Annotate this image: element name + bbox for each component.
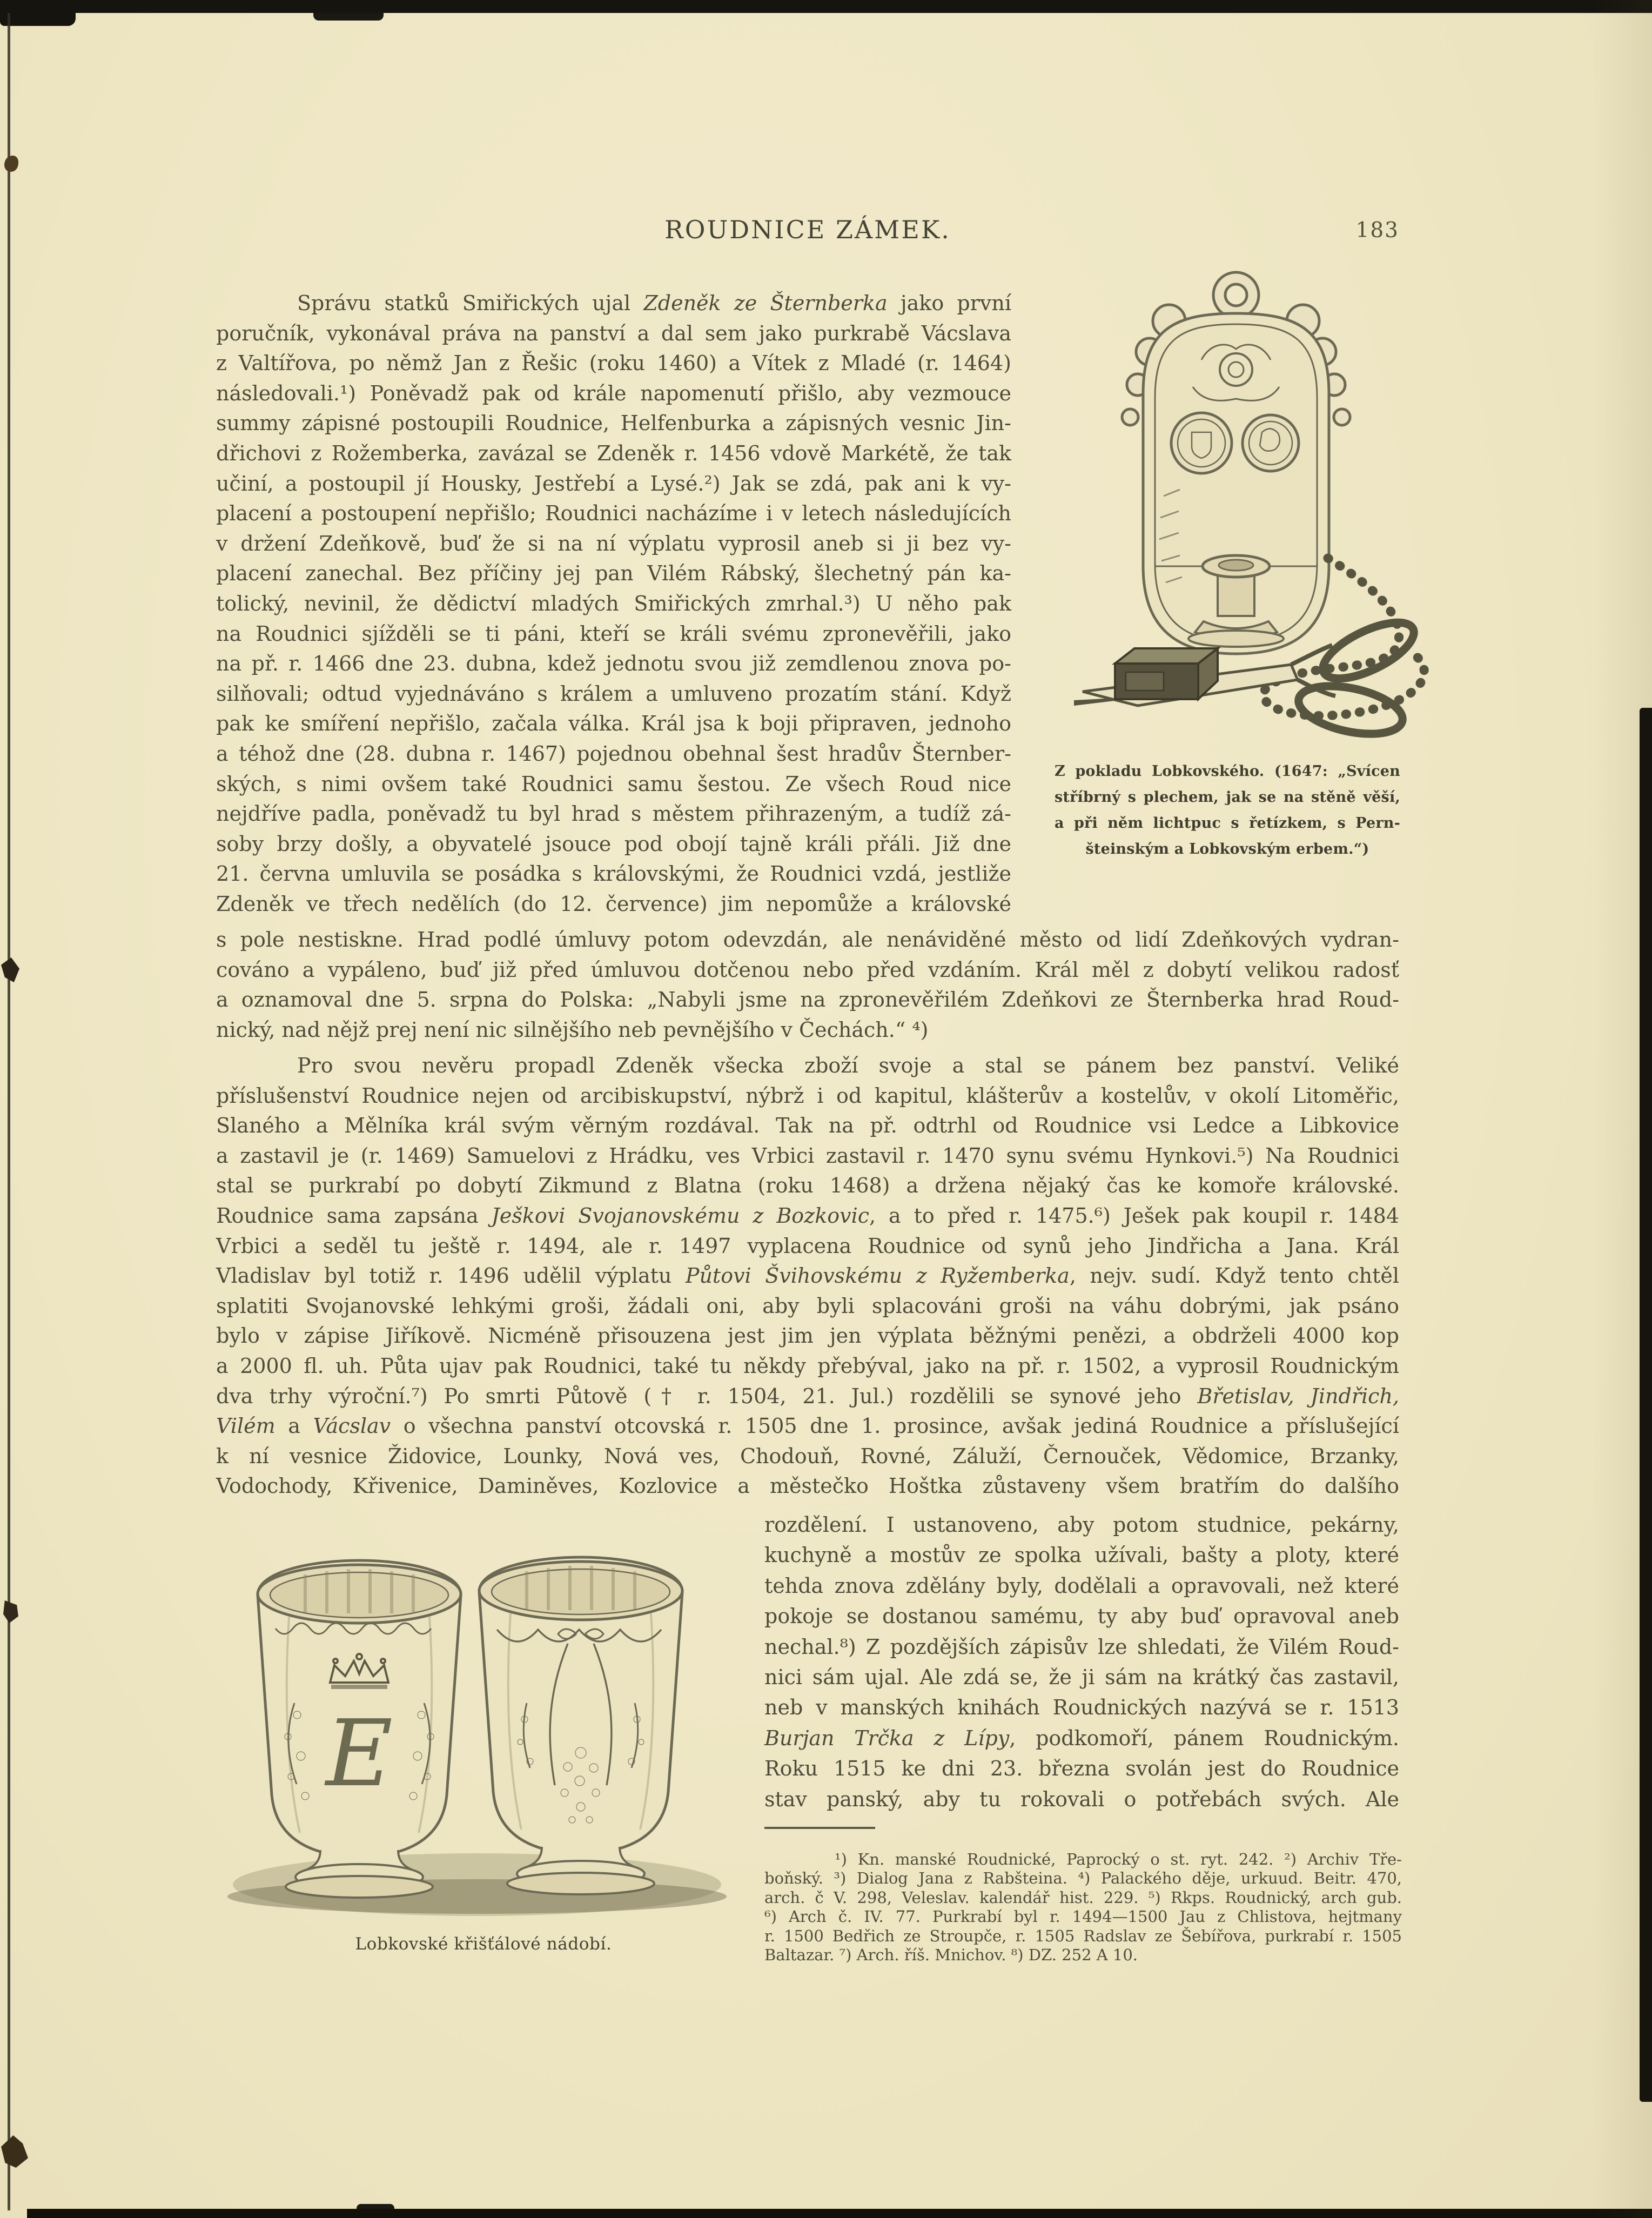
text-line: a zastavil je (r. 1469) Samuelovi z Hrádku, ves Vrbici zastavil r. 1470 synu svému Hynkovi.⁵) Na Roudnici — [216, 1143, 1399, 1168]
text-line: summy zápisné postoupili Roudnice, Helfenburka a zápisných vesnic Jin- — [216, 411, 1011, 435]
text-line: Roku 1515 ke dni 23. března svolán jest do Roudnice — [764, 1757, 1399, 1781]
cups-illustration — [224, 1541, 729, 1926]
scan-edge-top-blob — [0, 13, 76, 26]
caption-cups: Lobkovské křišťálové nádobí. — [355, 1934, 612, 1954]
text-line: splatiti Svojanovské lehkými groši, žádali oni, aby byli splacováni groši na váhu dobrými, jak psáno — [216, 1294, 1399, 1318]
page-title: ROUDNICE ZÁMEK. — [664, 215, 951, 244]
text-line: Slaného a Mělníka král svým věrným rozdával. Tak na př. odtrhl od Roudnice vsi Ledce a Libkovice — [216, 1114, 1399, 1138]
text-line: stav panský, aby tu rokovali o potřebách svých. Ale — [764, 1787, 1399, 1811]
text-line: kuchyně a mostův ze spolka užívali, bašty a ploty, které — [764, 1543, 1399, 1567]
footnote-line: r. 1500 Bedřich ze Stroupče, r. 1505 Radslav ze Šebířova, purkrabí r. 1505 — [764, 1926, 1402, 1945]
text-line: a 2000 fl. uh. Půta ujav pak Roudnici, také tu někdy přebýval, jako na př. r. 1502, a vyprosil Roudnickým — [216, 1353, 1399, 1378]
text-line: cováno a vypáleno, buď již před úmluvou dotčenou nebo před vzdáním. Král měl z dobytí velikou radosť — [216, 957, 1399, 982]
footnotes — [764, 1850, 1402, 1965]
text-line: Zdeněk ve třech nedělích (do 12. července) jim nepomůže a královské — [216, 892, 1011, 916]
text-line: nechal.⁸) Z pozdějších zápisův lze shledati, že Vilém Roud- — [764, 1634, 1399, 1659]
sconce-illustration — [1074, 264, 1448, 746]
text-line: bylo v zápise Jiříkově. Nicméně přisouzena jest jim jen výplata běžnými penězi, a obdrželi 4000 kop — [216, 1324, 1399, 1348]
footnote-line: ⁶) Arch č. IV. 77. Purkrabí byl r. 1494—1500 Jau z Chlistova, hejtmany — [764, 1907, 1402, 1926]
ink-smudge — [1, 2135, 28, 2168]
text-line: placení a postoupení nepřišlo; Roudnici nacházíme i v letech následujících — [216, 501, 1011, 526]
sconce-engraving — [1074, 264, 1448, 746]
text-line: tehda znova zdělány byly, dodělali a opravovali, než které — [764, 1573, 1399, 1598]
footnote-rule — [764, 1827, 875, 1829]
text-line: Vodochody, Křivenice, Daminěves, Kozlovice a městečko Hoštka zůstaveny všem bratřím do dalšího — [216, 1474, 1399, 1498]
text-line: rozdělení. I ustanoveno, aby potom studnice, pekárny, — [764, 1513, 1399, 1537]
footnote-line: ¹) Kn. manské Roudnické, Paprocký o st. ryt. 242. ²) Archiv Tře- — [835, 1850, 1402, 1868]
text-line: placení zanechal. Bez příčiny jej pan Vilém Rábský, šlechetný pán ka- — [216, 561, 1011, 586]
footnote-line: arch. č V. 298, Veleslav. kalendář hist. 229. ⁵) Rkps. Roudnický, arch gub. — [764, 1888, 1402, 1907]
text-line: na Roudnici sjížděli se ti páni, kteří se králi svému zpronevěřili, jako — [216, 621, 1011, 646]
monogram-e: E — [325, 1700, 393, 1807]
text-line: s pole nestiskne. Hrad podlé úmluvy potom odevzdán, ale nenáviděné město od lidí Zdeňkových vydran- — [216, 928, 1399, 951]
text-line: z Valtířova, po němž Jan z Řešic (roku 1460) a Vítek z Mladé (r. 1464) — [216, 351, 1011, 376]
text-line: učiní, a postoupil jí Housky, Jestřebí a Lysé.²) Jak se zdá, pak ani k vy- — [216, 471, 1011, 495]
cups-engraving — [224, 1541, 729, 1926]
text-line: Správu statků Smiřických ujal Zdeněk ze Šternberka jako první — [297, 291, 1011, 315]
text-line: poručník, vykonával práva na panství a dal sem jako purkrabě Vácslava — [216, 321, 1011, 345]
footnote-line: boňský. ³) Dialog Jana z Rabšteina. ⁴) Palackého děje, urkuud. Beitr. 470, — [764, 1869, 1402, 1888]
caption-sconce — [1055, 759, 1400, 862]
footnote-line: Baltazar. ⁷) Arch. říš. Mnichov. ⁸) DZ. 252 A 10. — [764, 1946, 1138, 1965]
text-line: silňovali; odtud vyjednáváno s králem a umluveno prozatím stání. Když — [216, 681, 1011, 706]
text-line: pak ke smíření nepřišlo, začala válka. Král jsa k boji připraven, jednoho — [216, 712, 1011, 736]
text-line: k ní vesnice Židovice, Lounky, Nová ves, Chodouň, Rovné, Záluží, Černouček, Vědomice, Brzanky, — [216, 1444, 1399, 1468]
text-line: stal se purkrabí po dobytí Zikmund z Blatna (roku 1468) a držena nějaký čas ke komoře královské. — [216, 1174, 1399, 1198]
text-line: nický, nad nějž prej není nic silnějšího neb pevnějšího v Čechách.“ ⁴) — [216, 1017, 929, 1042]
text-line: v držení Zdeňkově, buď že si na ní výplatu vyprosil aneb si ji bez vy- — [216, 531, 1011, 555]
text-line: Burjan Trčka z Lípy, podkomoří, pánem Roudnickým. — [764, 1726, 1400, 1750]
text-line: 21. června umluvila se posádka s královskými, že Roudnici vzdá, jestliže — [216, 862, 1011, 886]
ink-smudge — [3, 1600, 18, 1623]
caption-line: a při něm lichtpuc s řetízkem, s Pern- — [1055, 815, 1400, 832]
ink-smudge — [1, 957, 19, 982]
ink-smudge — [4, 156, 18, 172]
text-line: dva trhy výroční.⁷) Po smrti Půtově († r. 1504, 21. Jul.) rozdělili se synové jeho Břetislav, Jindřich, — [216, 1384, 1399, 1408]
scan-edge-top-blob-2 — [313, 13, 384, 21]
text-line: na př. r. 1466 dne 23. dubna, kdež jednotu svou již zemdlenou znova po- — [216, 652, 1011, 676]
text-line: neb v manských knihách Roudnických nazývá se r. 1513 — [764, 1696, 1399, 1720]
caption-line: šteinským a Lobkovským erbem.“) — [1085, 841, 1369, 857]
paragraph-full-width — [216, 925, 1399, 1045]
text-line: soby brzy došly, a obyvatelé jsouce pod obojí tajně králi přáli. Již dne — [216, 832, 1011, 856]
text-line: dřichovi z Rožemberka, zavázal se Zdeněk r. 1456 vdově Markétě, že tak — [216, 441, 1011, 465]
text-line: Vilém a Vácslav o všechna panství otcovská r. 1505 dne 1. prosince, avšak jediná Roudnice a příslušející — [216, 1414, 1399, 1438]
caption-line: stříbrný s plechem, jak se na stěně věší, — [1055, 789, 1400, 806]
text-line: pokoje se dostanou samému, ty aby buď opravoval aneb — [764, 1604, 1399, 1629]
text-line: následovali.¹) Poněvadž pak od krále napomenutí přišlo, aby vezmouce — [216, 381, 1011, 405]
page-edge-shading — [1593, 0, 1652, 2218]
snuffer-box — [1115, 648, 1218, 699]
text-line: Vladislav byl totiž r. 1496 udělil výplatu Půtovi Švihovskému z Ryžemberka, nejv. sudí. Když tento chtěl — [216, 1264, 1399, 1288]
right-beaker — [479, 1557, 682, 1894]
scan-edge-top — [0, 0, 1652, 13]
paragraph-right-column — [764, 1510, 1399, 1814]
page-gutter-line — [8, 13, 10, 2210]
scan-edge-bottom-blob — [357, 2204, 394, 2209]
text-line: Vrbici a seděl tu ještě r. 1494, ale r. 1497 vyplacena Roudnice od synů jeho Jindřicha a Jana. Král — [216, 1234, 1399, 1258]
text-line: příslušenství Roudnice nejen od arcibiskupství, nýbrž i od kapitul, klášterův a kostelův, v okolí Litoměřic, — [216, 1083, 1399, 1108]
paragraph-opening — [216, 289, 1011, 919]
text-line: ských, s nimi ovšem také Roudnici samu šestou. Ze všech Roud nice — [216, 772, 1011, 796]
page-number: 183 — [1355, 218, 1399, 243]
scan-edge-bottom — [27, 2209, 1652, 2218]
text-line: a oznamoval dne 5. srpna do Polska: „Nabyli jsme na zpronevěřilém Zdeňkovi ze Šternberka hrad Roud- — [216, 988, 1399, 1012]
text-line: tolický, nevinil, že dědictví mladých Smiřických zmrhal.³) U něho pak — [216, 591, 1011, 615]
text-line: a téhož dne (28. dubna r. 1467) pojednou obehnal šest hradův Šternber- — [216, 741, 1011, 766]
text-line: Pro svou nevěru propadl Zdeněk všecka zboží svoje a stal se pánem bez panství. Veliké — [297, 1054, 1399, 1077]
text-line: nejdříve padla, poněvadž tu byl hrad s městem přihrazeným, a tudíž zá- — [216, 802, 1011, 826]
caption-line: Z pokladu Lobkovského. (1647: „Svícen — [1055, 763, 1400, 780]
paragraph-second — [216, 1051, 1399, 1502]
text-line: nici sám ujal. Ale zdá se, že ji sám na krátký čas zastavil, — [764, 1665, 1399, 1690]
text-line: Roudnice sama zapsána Ješkovi Svojanovskému z Bozkovic, a to před r. 1475.⁶) Ješek pak koupil r. 1484 — [216, 1203, 1400, 1228]
